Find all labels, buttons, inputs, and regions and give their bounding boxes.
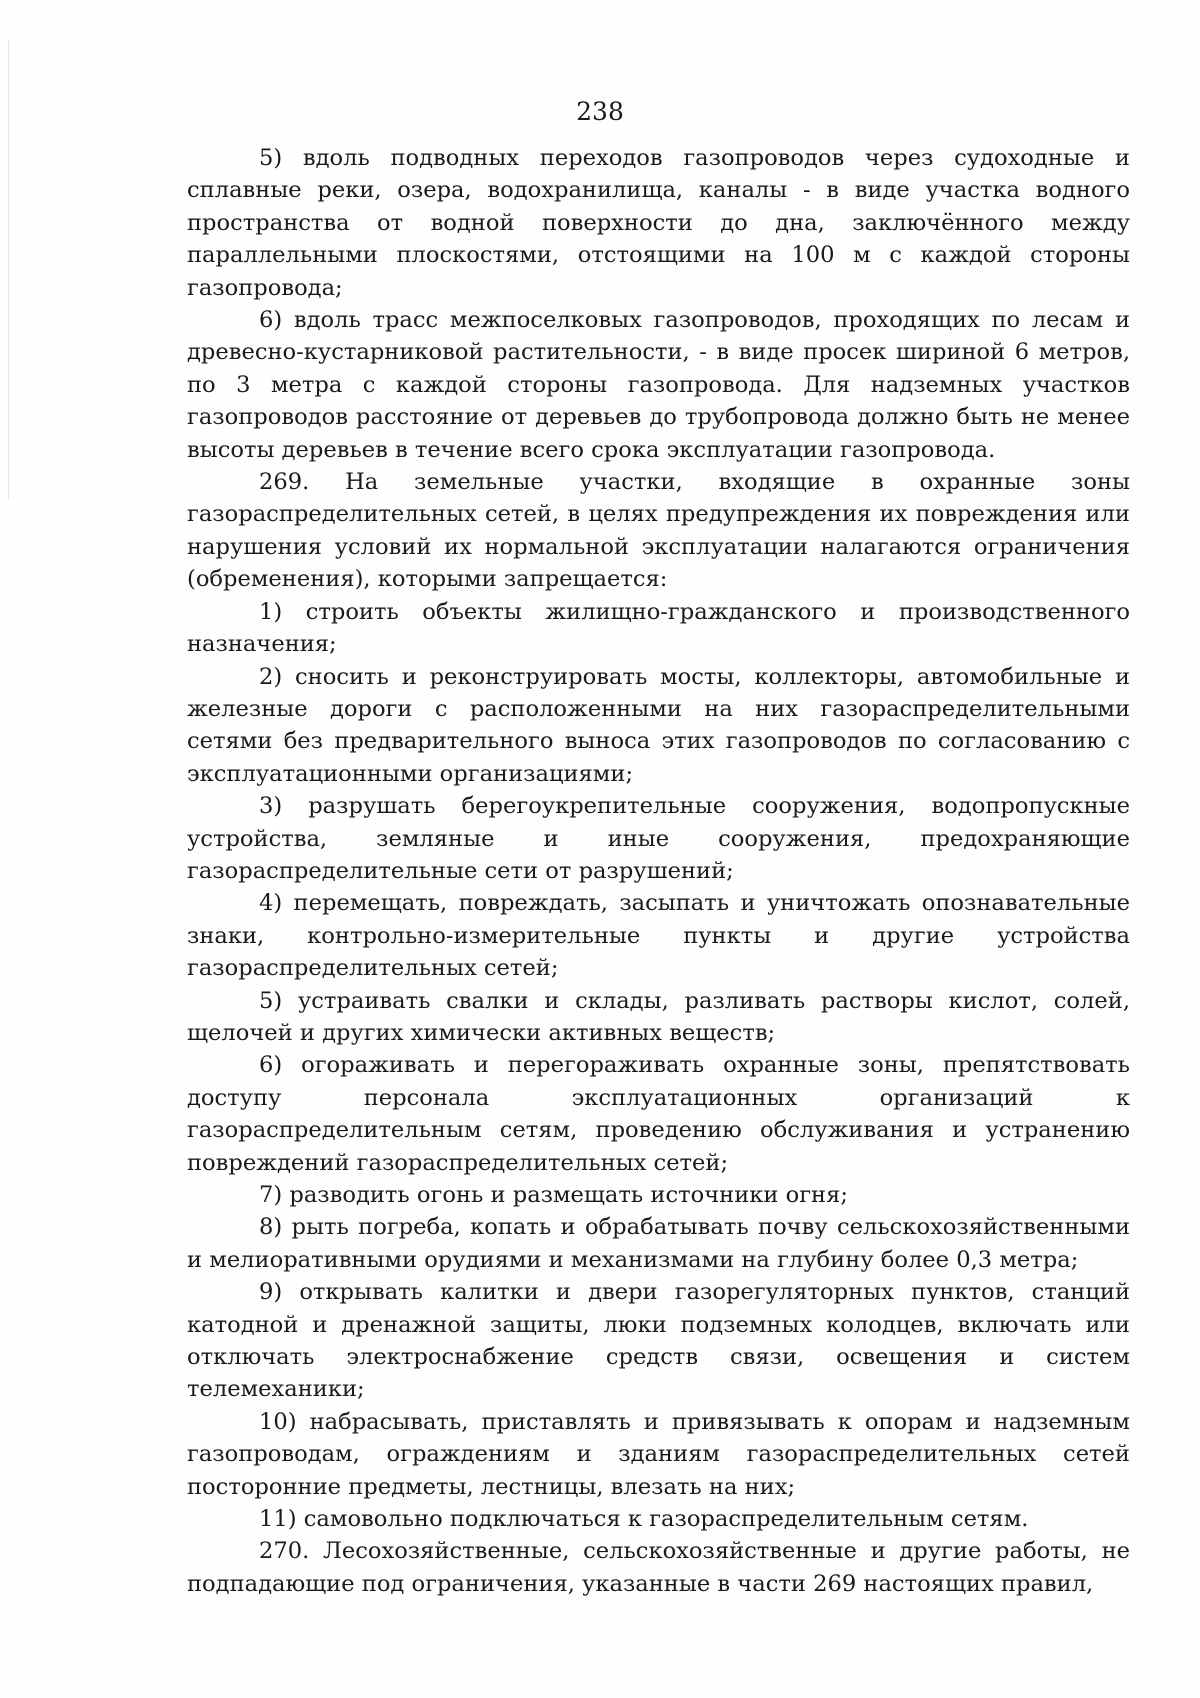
paragraph-item-7: 7) разводить огонь и размещать источники огня; [259, 1182, 848, 1208]
paragraph-item-4: 4) перемещать, повреждать, засыпать и уничтожать опознавательные знаки, контрольно-измерительные пункты и другие устройства газораспределительных сетей; [187, 890, 1130, 982]
body-text [187, 142, 1130, 1600]
paragraph-section-269: 269. На земельные участки, входящие в охранные зоны газораспределительных сетей, в целях предупреждения их повреждения или нарушения условий их нормальной эксплуатации налагаются ограничения (обременения), которыми запрещается: [187, 469, 1130, 593]
paragraph-item-5-underwater-crossings: 5) вдоль подводных переходов газопроводов через судоходные и сплавные реки, озера, водохранилища, каналы - в виде участка водного пространства от водной поверхности до дна, заключённого между параллельными плоскостями, отстоящими на 100 м с каждой стороны газопровода; [187, 145, 1130, 301]
paragraph-item-10: 10) набрасывать, приставлять и привязывать к опорам и надземным газопроводам, ограждениям и зданиям газораспределительных сетей посторонние предметы, лестницы, влезать на них; [187, 1408, 1130, 1500]
paragraph-item-5: 5) устраивать свалки и склады, разливать растворы кислот, солей, щелочей и других химически активных веществ; [187, 987, 1130, 1046]
paragraph-item-8: 8) рыть погреба, копать и обрабатывать почву сельскохозяйственными и мелиоративными орудиями и механизмами на глубину более 0,3 метра; [187, 1214, 1130, 1273]
paragraph-item-3: 3) разрушать берегоукрепительные сооружения, водопропускные устройства, земляные и иные сооружения, предохраняющие газораспределительные сети от разрушений; [187, 793, 1130, 884]
paragraph-item-9: 9) открывать калитки и двери газорегуляторных пунктов, станций катодной и дренажной защиты, люки подземных колодцев, включать или отключать электроснабжение средств связи, освещения и систем телемеханики; [187, 1279, 1130, 1403]
paragraph-section-270: 270. Лесохозяйственные, сельскохозяйственные и другие работы, не подпадающие под ограничения, указанные в части 269 настоящих правил, [187, 1538, 1130, 1597]
paragraph-item-6-forest-routes: 6) вдоль трасс межпоселковых газопроводов, проходящих по лесам и древесно-кустарниковой растительности, - в виде просек шириной 6 метров, по 3 метра с каждой стороны газопровода. Для надземных участков газопроводов расстояние от деревьев до трубопровода должно быть не менее высоты деревьев в течение всего срока эксплуатации газопровода. [187, 307, 1130, 463]
paragraph-item-6: 6) огораживать и перегораживать охранные зоны, препятствовать доступу персонала эксплуатационных организаций к газораспределительным сетям, проведению обслуживания и устранению повреждений газораспределительных сетей; [187, 1052, 1130, 1176]
paragraph-item-1: 1) строить объекты жилищно-гражданского и производственного назначения; [187, 598, 1130, 658]
page-number: 238 [576, 97, 624, 126]
paragraph-item-11: 11) самовольно подключаться к газораспределительным сетям. [259, 1506, 1029, 1533]
paragraph-item-2: 2) сносить и реконструировать мосты, коллекторы, автомобильные и железные дороги с расположенными на них газораспределительными сетями без предварительного выноса этих газопроводов по согласованию с эксплуатационными организациями; [187, 663, 1130, 787]
